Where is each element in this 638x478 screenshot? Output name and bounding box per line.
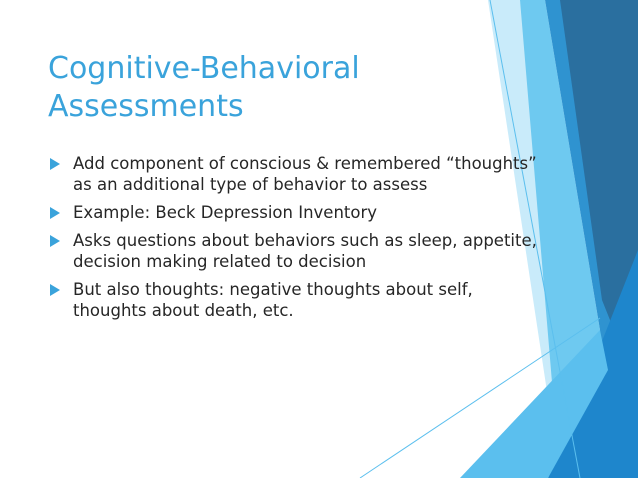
triangle-bullet-icon (50, 158, 60, 170)
bullet-text: Add component of conscious & remembered “thoughts” as an additional type of behavior to assess (73, 154, 537, 194)
slide-title: Cognitive-Behavioral Assessments (48, 51, 360, 124)
bullet-text: But also thoughts: negative thoughts about self, thoughts about death, etc. (73, 280, 473, 320)
triangle-bullet-icon (50, 235, 60, 247)
bullet-text: Example: Beck Depression Inventory (73, 203, 378, 222)
triangle-bullet-icon (50, 207, 60, 219)
triangle-bullet-icon (50, 284, 60, 296)
bullet-item (48, 202, 538, 223)
bullet-list (48, 153, 538, 328)
bullet-item (48, 153, 538, 195)
bullet-text: Asks questions about behaviors such as sleep, appetite, decision making related to decision (73, 231, 537, 271)
bullet-item (48, 230, 538, 272)
bullet-item (48, 279, 538, 321)
